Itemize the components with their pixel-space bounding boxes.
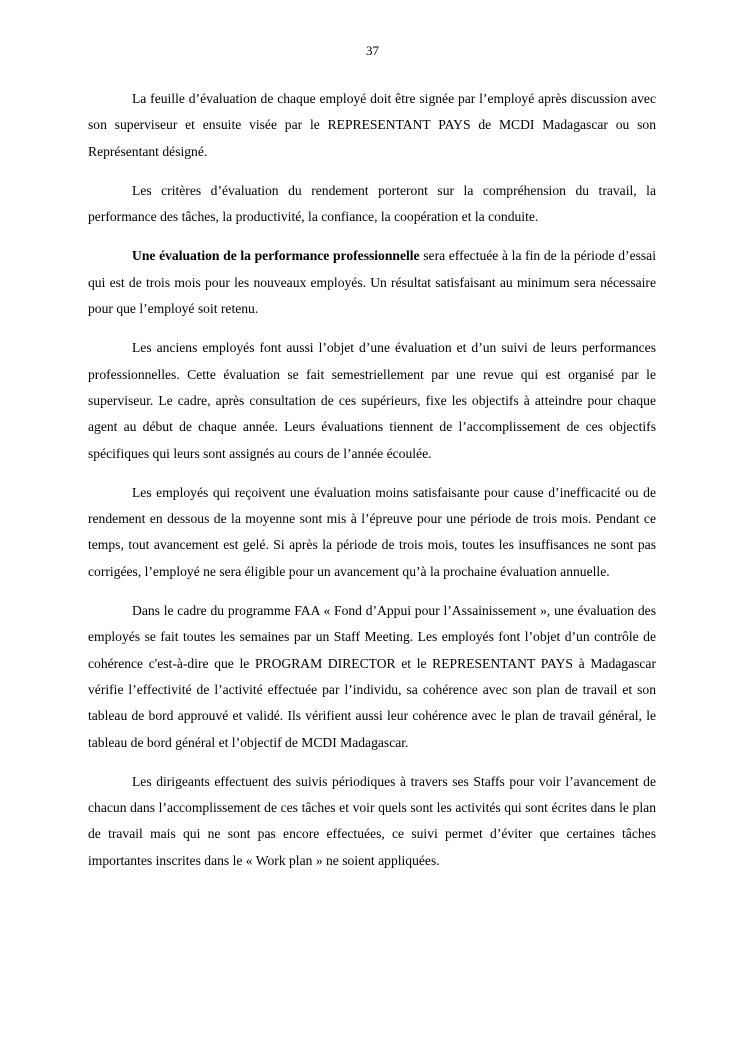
paragraph-periodic-followup: Les dirigeants effectuent des suivis périodiques à travers ses Staffs pour voir l’avancement de chacun dans l’accomplissement de ces tâches et voir quels sont les activités qui sont écrites dans le plan de travail mais qui ne sont pas encore effectuées, ce suivi permet d’éviter que certaines tâches importantes inscrites dans le « Work plan » ne soient appliquées. [88,773,656,868]
bold-heading-phrase: Une évaluation de la performance professionnelle [132,248,420,264]
paragraph-trial-evaluation-text: sera effectuée à la fin de la période d’essai qui est de trois mois pour les nouveaux employés. Un résultat satisfaisant au minimum sera nécessaire pour que l’employé soit retenu. [88,248,656,317]
paragraph-unsatisfactory: Les employés qui reçoivent une évaluation moins satisfaisante pour cause d’inefficacité ou de rendement en dessous de la moyenne sont mis à l’épreuve pour une période de trois mois. Pendant ce temps, tout avancement est gelé. Si après la période de trois mois, toutes les insuffisances ne sont pas corrigées, l’employé ne sera éligible pour un avancement qu’à la prochaine évaluation annuelle. [88,484,656,579]
document-body [88,86,656,887]
page-number: 37 [366,43,379,58]
paragraph-senior-employees: Les anciens employés font aussi l’objet d’une évaluation et d’un suivi de leurs performances professionnelles. Cette évaluation se fait semestriellement par une revue qui est organisé par le superviseur. Le cadre, après consultation de ces supérieurs, fixe les objectifs à atteindre pour chaque agent au début de chaque année. Leurs évaluations tiennent de l’accomplissement de ces objectifs spécifiques qui leurs sont assignés au cours de l’année écoulée. [88,340,656,461]
paragraph-criteria: Les critères d’évaluation du rendement porteront sur la compréhension du travail, la performance des tâches, la productivité, la confiance, la coopération et la conduite. [88,182,656,225]
paragraph-trial-evaluation [88,243,656,322]
paragraph-faa-program: Dans le cadre du programme FAA « Fond d’Appui pour l’Assainissement », une évaluation des employés se fait toutes les semaines par un Staff Meeting. Les employés font l’objet d’un contrôle de cohérence c'est-à-dire que le PROGRAM DIRECTOR et le REPRESENTANT PAYS à Madagascar vérifie l’effectivité de l’activité effectuée par l’individu, sa cohérence avec son plan de travail et son tableau de bord approuvé et validé. Ils vérifient aussi leur cohérence avec le plan de travail général, le tableau de bord général et l’objectif de MCDI Madagascar. [88,603,656,750]
paragraph-signature: La feuille d’évaluation de chaque employé doit être signée par l’employé après discussion avec son superviseur et ensuite visée par le REPRESENTANT PAYS de MCDI Madagascar ou son Représentant désigné. [88,91,656,159]
